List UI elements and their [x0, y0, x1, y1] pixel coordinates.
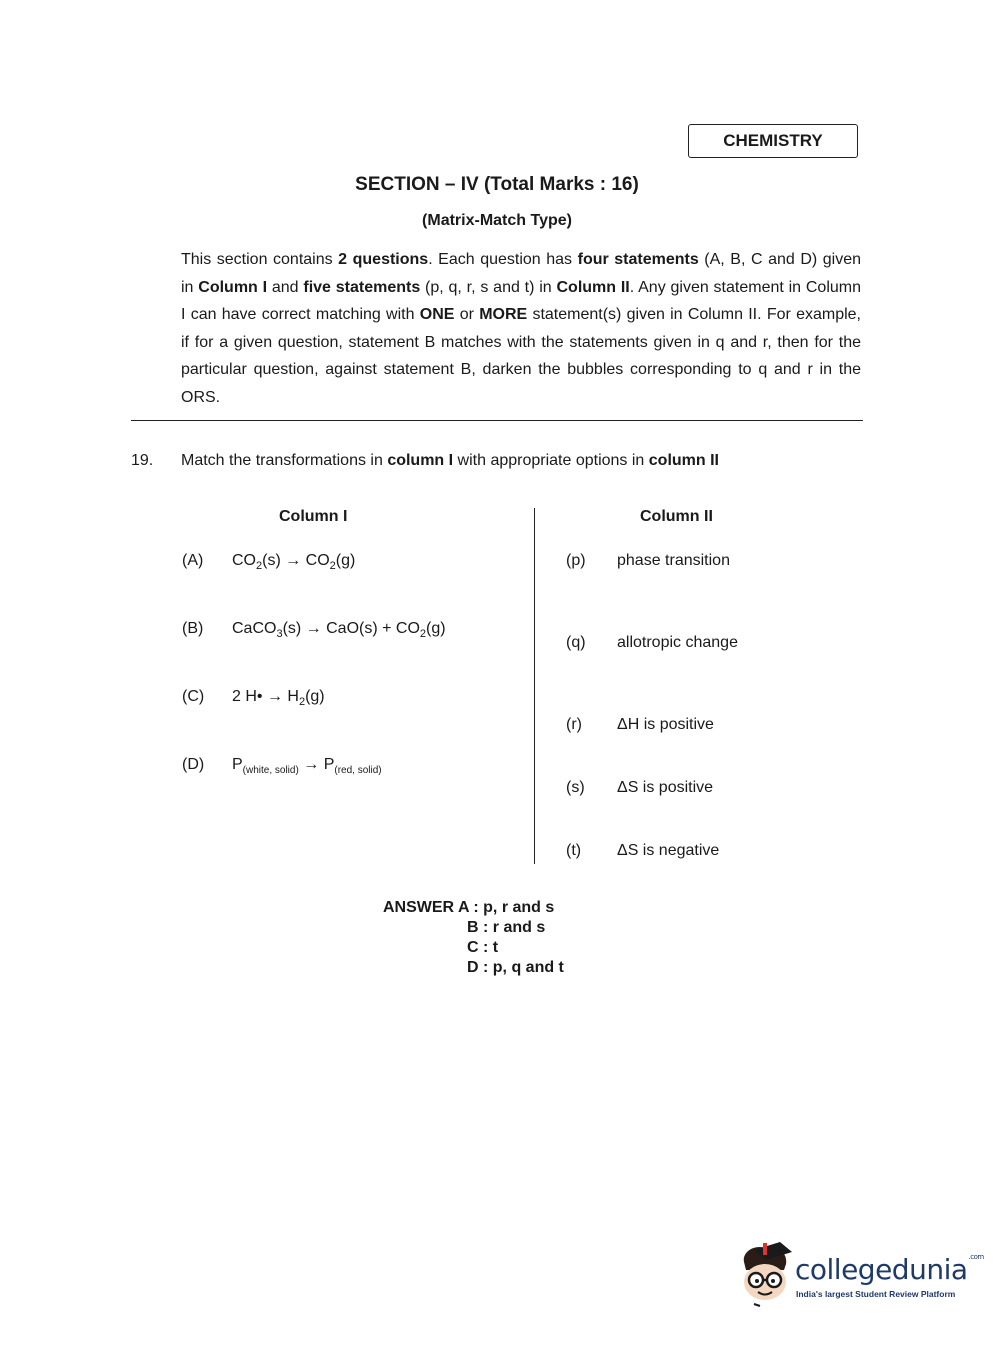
- column-2-statement-s: ΔS is positive: [617, 779, 714, 796]
- question-number: 19.: [131, 452, 154, 469]
- section-instructions: This section contains 2 questions. Each question has four statements (A, B, C and D) given in Column I and five statements (p, q, r, s and t) in Column II. Any given statement in Column I can have correct matching with ONE or MORE statement(s) given in Column II. For example, if for a given question, statement B matches with the statements given in q and r, then for the particular question, against statement B, darken the bubbles corresponding to q and r in the ORS.: [181, 251, 862, 406]
- column-1-label-c: (C): [182, 688, 205, 705]
- subject-badge: CHEMISTRY: [688, 124, 858, 158]
- answer-line-a: ANSWER A : p, r and s: [383, 899, 555, 916]
- section-divider: [131, 420, 863, 421]
- column-1-label-b: (B): [182, 620, 204, 637]
- collegedunia-mascot-icon: [736, 1240, 796, 1310]
- collegedunia-logo-text: collegedunia$^{.com}$: [795, 1253, 984, 1286]
- answer-line-c: C : t: [467, 939, 499, 956]
- column-1-statement-c: 2 H• → $H_2(g)$: [232, 688, 325, 708]
- section-subtitle: (Matrix-Match Type): [422, 212, 572, 229]
- section-title: SECTION – IV (Total Marks : 16): [355, 174, 639, 195]
- column-2-label-r: (r): [566, 716, 582, 733]
- answer-line-b: B : r and s: [467, 919, 546, 936]
- column-1-label-d: (D): [182, 756, 205, 773]
- column-divider: [534, 508, 535, 864]
- column-1-label-a: (A): [182, 552, 204, 569]
- column-2-label-p: (p): [566, 552, 586, 569]
- column-1-statement-a: $CO_2(s) \to CO_2(g)$: [232, 552, 356, 572]
- column-1-heading: Column I: [279, 508, 348, 525]
- collegedunia-tagline: India's largest Student Review Platform: [796, 1289, 956, 1299]
- column-2-label-s: (s): [566, 779, 585, 796]
- column-2-label-t: (t): [566, 842, 582, 859]
- column-2-label-q: (q): [566, 634, 586, 651]
- column-1-statement-d: $P_{(white, solid)} \to P_{(red, solid)}$: [232, 756, 382, 776]
- answer-line-d: D : p, q and t: [467, 959, 564, 976]
- column-2-heading: Column II: [640, 508, 713, 525]
- column-2-statement-t: ΔS is negative: [617, 842, 720, 859]
- question-text: Match the transformations in column I with appropriate options in column II: [181, 452, 719, 469]
- column-2-statement-p: phase transition: [617, 552, 730, 569]
- column-2-statement-r: ΔH is positive: [617, 716, 714, 733]
- column-1-statement-b: CaCO$_3$(s) → $CaO(s) + CO_2(g)$: [232, 620, 446, 640]
- column-2-statement-q: allotropic change: [617, 634, 738, 651]
